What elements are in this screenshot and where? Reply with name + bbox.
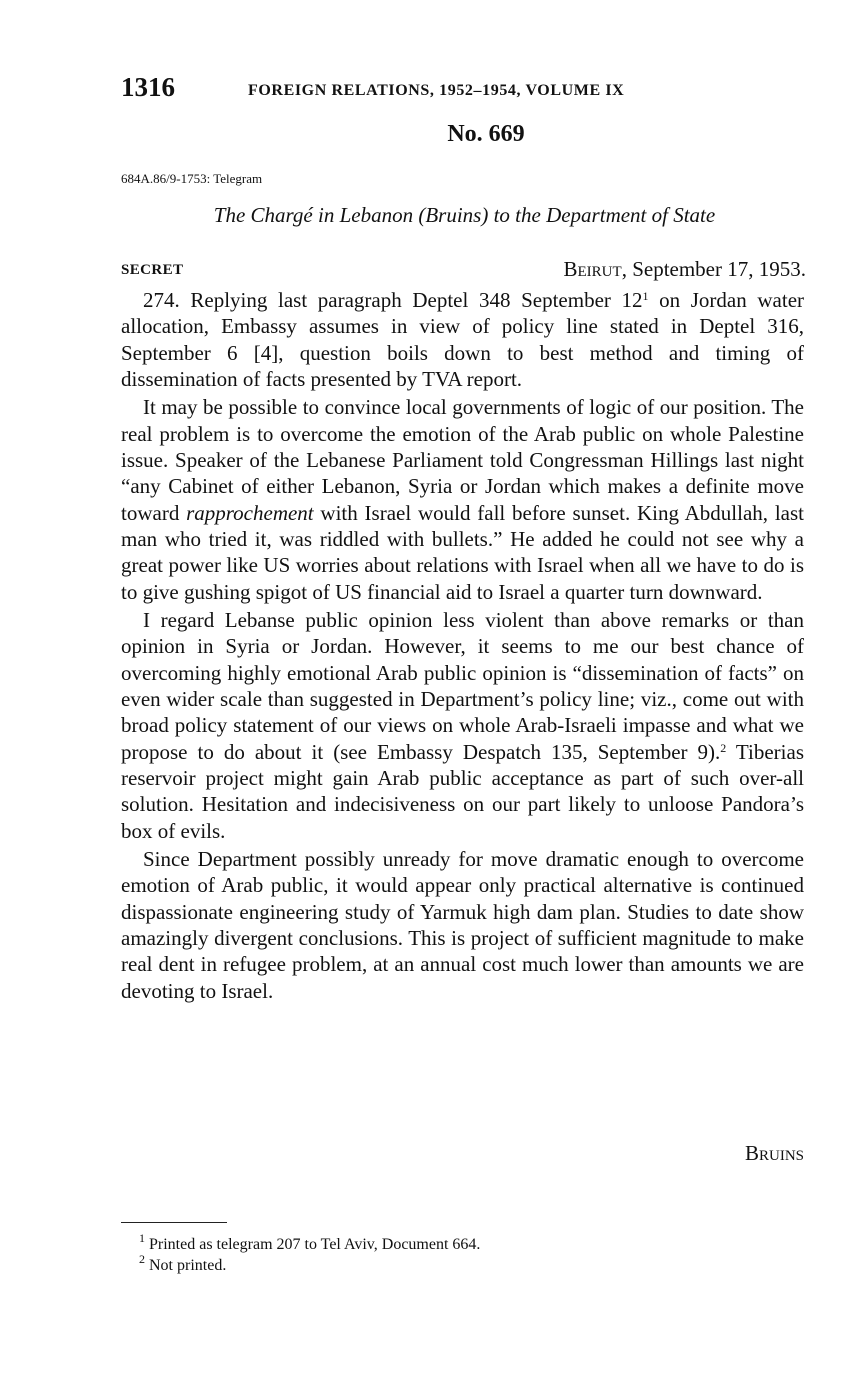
footnote-ref-1: 1 <box>642 289 649 303</box>
paragraph-2: It may be possible to convince local governments of logic of our position. The real problem is to overcome the emotion of the Arab public on whole Palestine issue. Speaker of the Lebanese Parliament told Congressman Hillings last night “any Cabinet of either Lebanon, Syria or Jordan which makes a definite move toward rapprochement with Israel would fall before sunset. King Abdullah, last man who tried it, was riddled with bullets.” He added he could not see why a great power like US worries about relations with Israel when all we have to do is to give gushing spigot of US financial aid to Israel a quarter turn downward. <box>121 395 804 604</box>
paragraph-4: Since Department possibly unready for move dramatic enough to overcome emotion of Arab public, it would appear only practical alternative is continued dispassionate engineering study of Yarmuk high dam plan. Studies to date show amazingly divergent conclusions. This is project of sufficient magnitude to make real dent in refugee problem, at an annual cost much lower than amounts we are devoting to Israel. <box>121 847 804 1003</box>
dateline <box>564 257 806 282</box>
footnote-ref-2: 2 <box>720 740 727 755</box>
paragraph-3: I regard Lebanse public opinion less violent than above remarks or than opinion in Syria or Jordan. However, it seems to me our best chance of overcoming highly emotional Arab public opinion is “dissemination of facts” on even wider scale than suggested in Department’s policy line; viz., come out with broad policy statement of our views on whole Arab-Israeli impasse and what we propose to do about it (see Embassy Despatch 135, September 9).$^2$ Tiberias reservoir project might gain Arab public acceptance as part of such over-all solution. Hesitation and indecisiveness on our part likely to unloose Pandora’s box of evils. <box>121 608 804 843</box>
running-title: FOREIGN RELATIONS, 1952–1954, VOLUME IX <box>248 82 625 99</box>
dateline-place: Beirut <box>563 257 622 281</box>
signature: Bruins <box>744 1141 804 1165</box>
paragraph-1: 274. Replying last paragraph Deptel 348 September $12^1$ on Jordan water allocation, Embassy assumes in view of policy line stated in Deptel 316, September 6 [4], question boils down to best method and timing of dissemination of facts presented by TVA report. <box>121 288 805 391</box>
dateline-date: , September 17, 1953. <box>621 257 806 281</box>
footnote-divider <box>121 1222 227 1223</box>
document-number: No. 669 <box>447 121 525 147</box>
classification-label: SECRET <box>121 262 184 278</box>
footnote-2: $^2$ Not printed. <box>139 1252 227 1274</box>
document-heading: The Chargé in Lebanon (Bruins) to the Department of State <box>213 203 716 227</box>
footnote-1: $^1$ Printed as telegram 207 to Tel Aviv, Document 664. <box>139 1231 481 1253</box>
file-reference: 684A.86/9-1753: Telegram <box>121 171 263 186</box>
telegram-body <box>121 287 804 1006</box>
page-number: 1316 <box>121 72 175 102</box>
